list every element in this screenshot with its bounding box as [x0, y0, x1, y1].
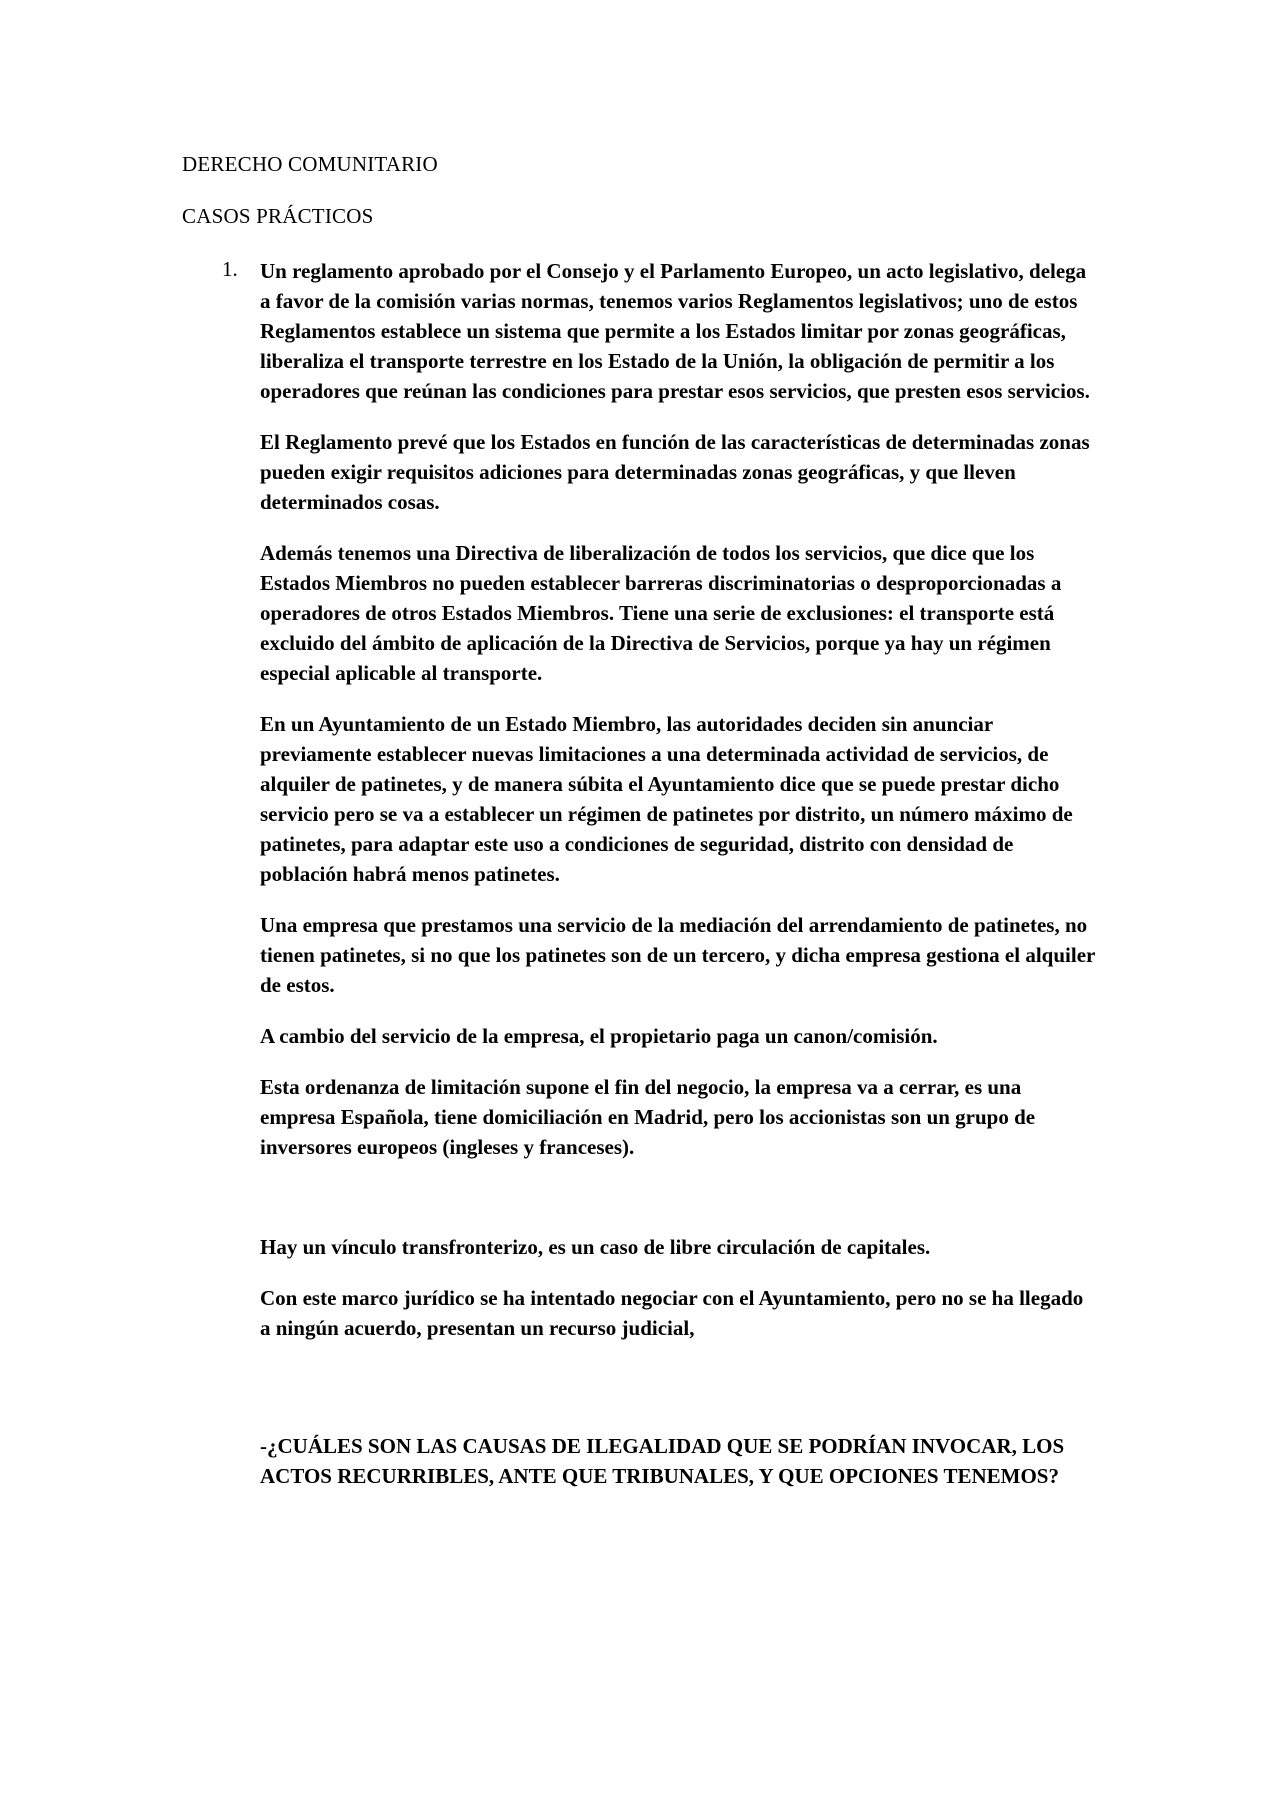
- document-subtitle: CASOS PRÁCTICOS: [182, 204, 374, 228]
- paragraph-ordenanza: Esta ordenanza de limitación supone el fin del negocio, la empresa va a cerrar, es una empresa Española, tiene domiciliación en Madrid, pero los accionistas son un grupo de inversores europeos (ingleses y franceses).: [260, 1075, 1036, 1159]
- paragraph-canon: A cambio del servicio de la empresa, el propietario paga un canon/comisión.: [260, 1024, 938, 1048]
- paragraph-marco-juridico: Con este marco jurídico se ha intentado negociar con el Ayuntamiento, pero no se ha llegado a ningún acuerdo, presentan un recurso judicial,: [260, 1286, 1084, 1340]
- question-paragraph: -¿CUÁLES SON LAS CAUSAS DE ILEGALIDAD QUE SE PODRÍAN INVOCAR, LOS ACTOS RECURRIBLES, ANTE QUE TRIBUNALES, Y QUE OPCIONES TENEMOS?: [260, 1434, 1065, 1488]
- paragraph-reglamento-preve: El Reglamento prevé que los Estados en función de las características de determinadas zonas pueden exigir requisitos adiciones para determinadas zonas geográficas, y que lleven determinados cosas.: [260, 430, 1090, 514]
- paragraph-directiva: Además tenemos una Directiva de liberalización de todos los servicios, que dice que los Estados Miembros no pueden establecer barreras discriminatorias o desproporcionadas a operadores de otros Estados Miembros. Tiene una serie de exclusiones: el transporte está excluido del ámbito de aplicación de la Directiva de Servicios, porque ya hay un régimen especial aplicable al transporte.: [260, 541, 1062, 685]
- document-title: DERECHO COMUNITARIO: [182, 152, 438, 176]
- paragraph-empresa: Una empresa que prestamos una servicio de la mediación del arrendamiento de patinetes, no tienen patinetes, si no que los patinetes son de un tercero, y dicha empresa gestiona el alquiler de estos.: [260, 913, 1095, 997]
- case-body: [260, 256, 1096, 1512]
- list-number: 1.: [222, 257, 238, 281]
- paragraph-reglamento: Un reglamento aprobado por el Consejo y el Parlamento Europeo, un acto legislativo, delega a favor de la comisión varias normas, tenemos varios Reglamentos legislativos; uno de estos Reglamentos establece un sistema que permite a los Estados limitar por zonas geográficas, liberaliza el transporte terrestre en los Estado de la Unión, la obligación de permitir a los operadores que reúnan las condiciones para prestar esos servicios, que presten esos servicios.: [260, 259, 1090, 403]
- paragraph-ayuntamiento: En un Ayuntamiento de un Estado Miembro, las autoridades deciden sin anunciar previamente establecer nuevas limitaciones a una determinada actividad de servicios, de alquiler de patinetes, y de manera súbita el Ayuntamiento dice que se puede prestar dicho servicio pero se va a establecer un régimen de patinetes por distrito, un número máximo de patinetes, para adaptar este uso a condiciones de seguridad, distrito con densidad de población habrá menos patinetes.: [260, 712, 1073, 886]
- paragraph-vinculo: Hay un vínculo transfronterizo, es un caso de libre circulación de capitales.: [260, 1235, 931, 1259]
